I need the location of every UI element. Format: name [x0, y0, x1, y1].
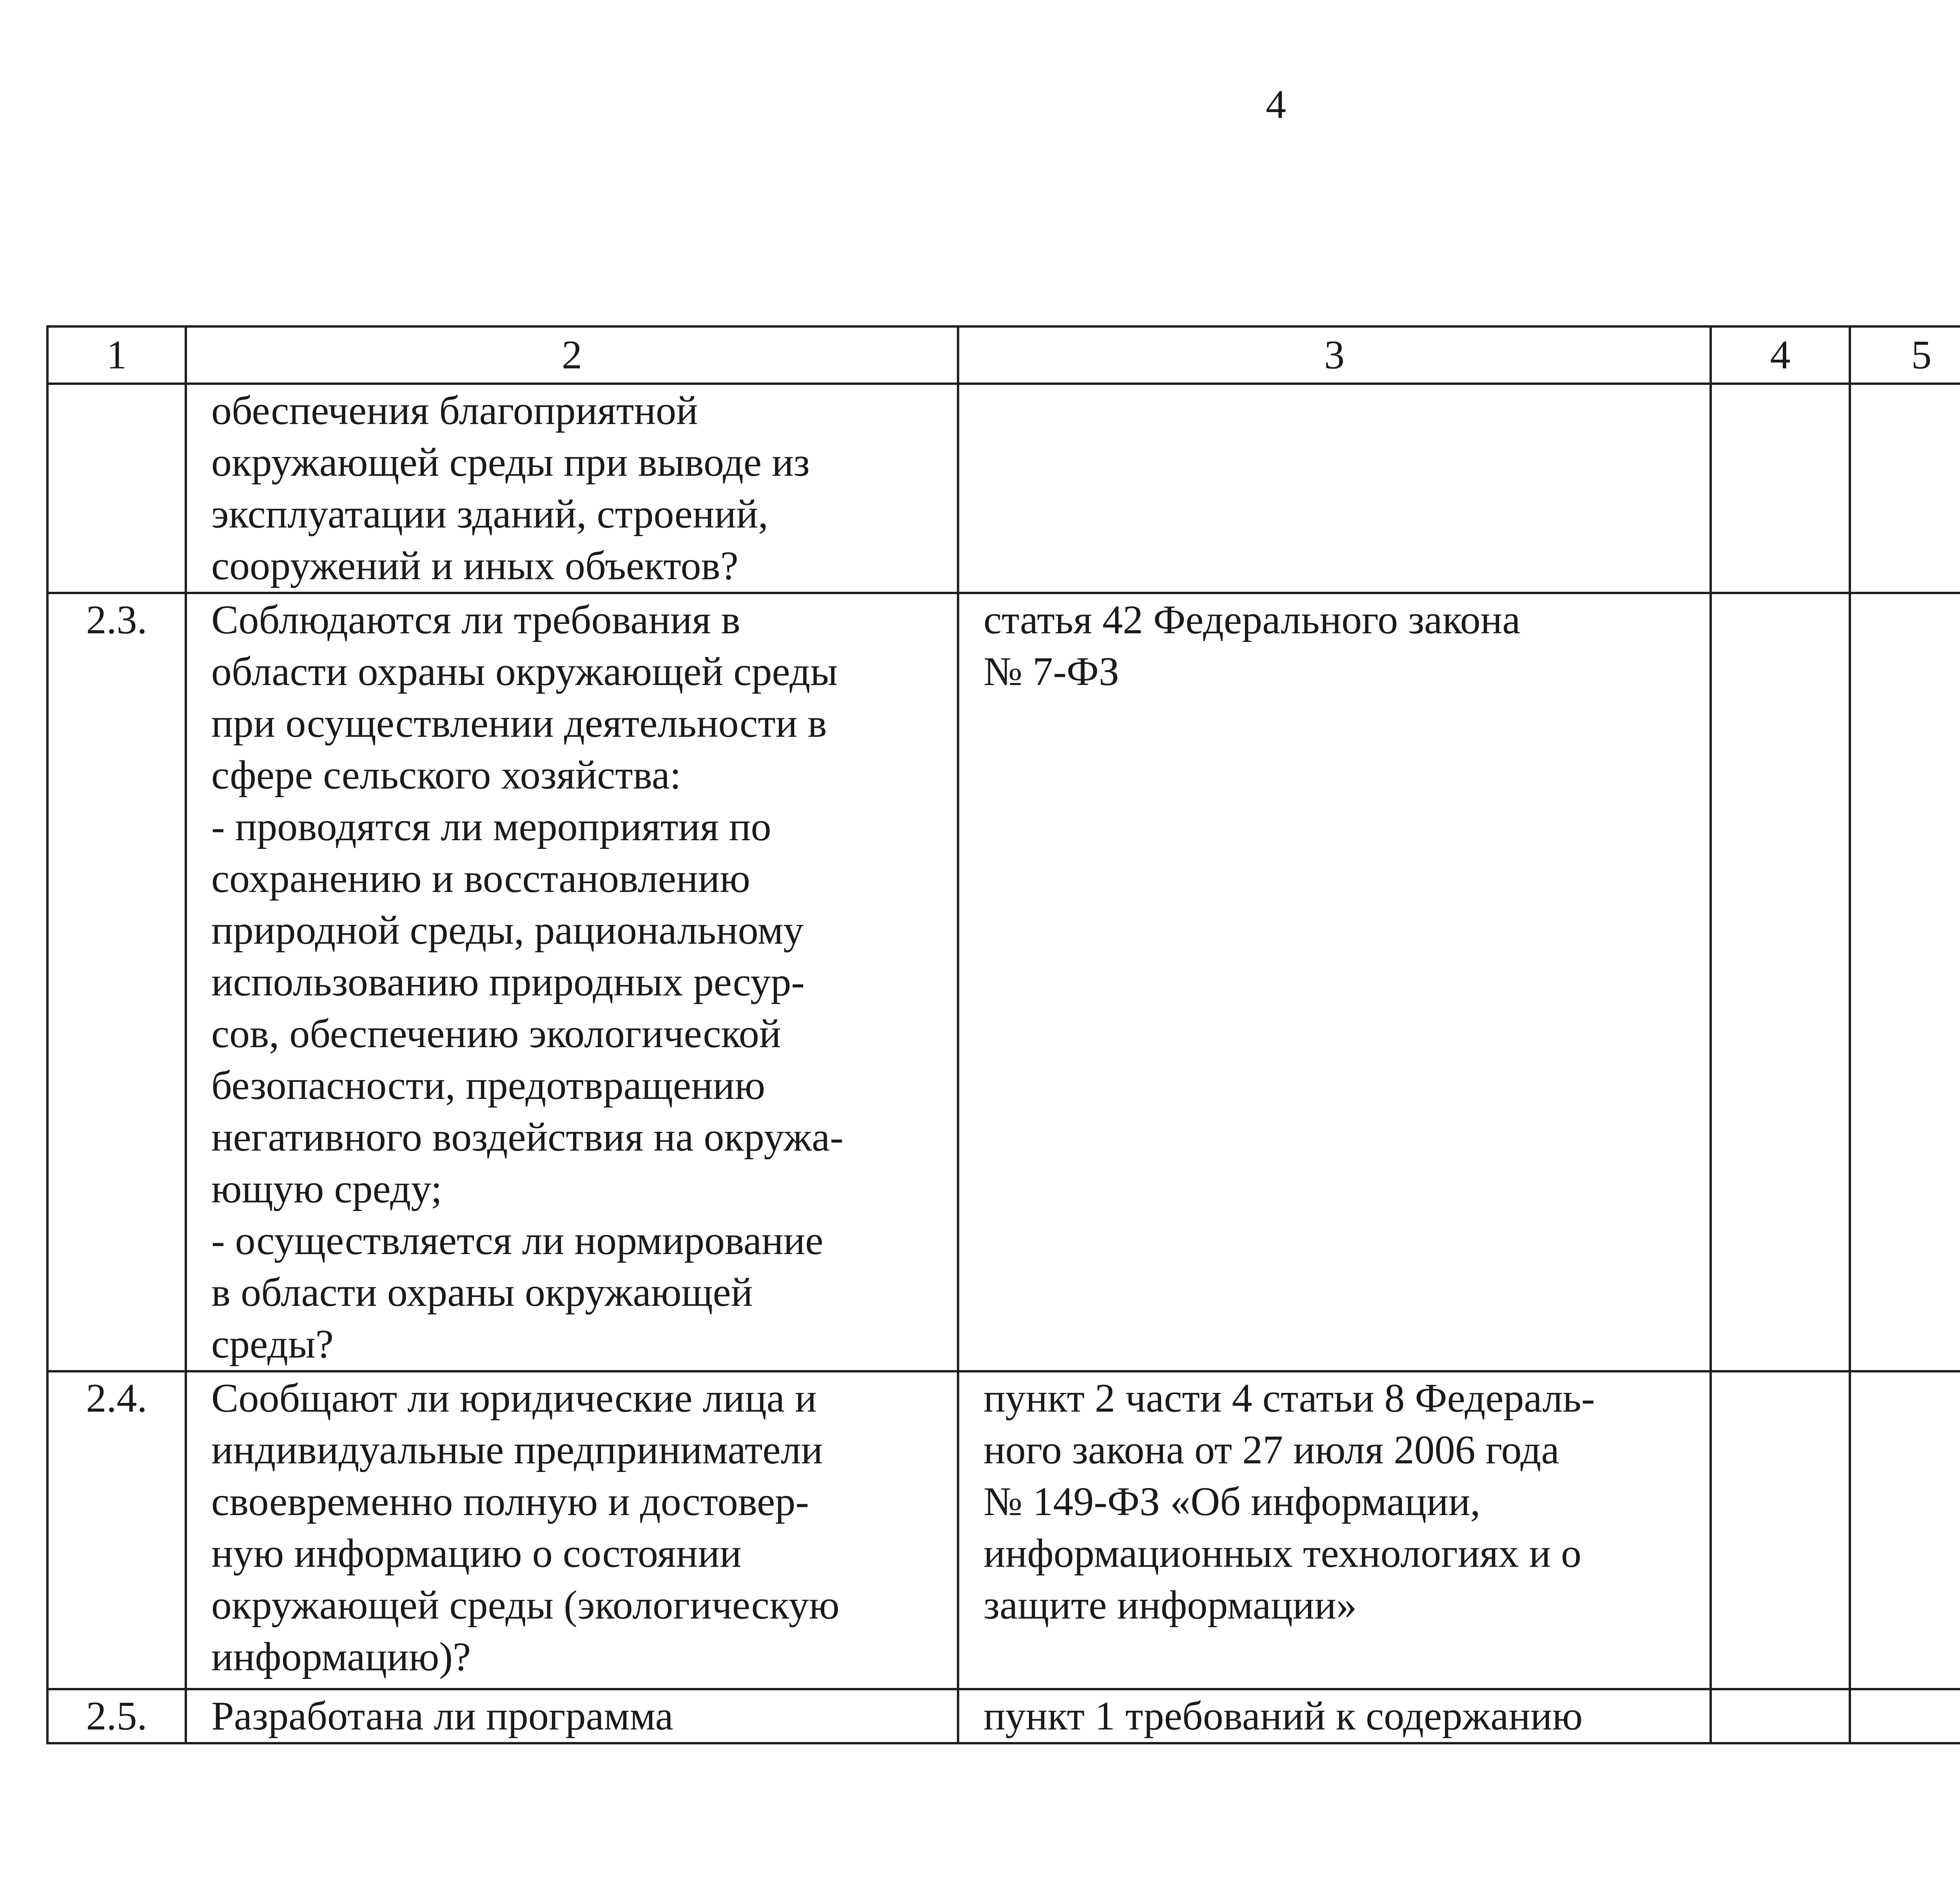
page-number: 4 — [1266, 82, 1286, 127]
question-line: при осуществлении деятельности в — [211, 701, 827, 746]
table-row — [47, 1689, 1960, 1743]
question-line: безопасности, предотвращению — [211, 1063, 765, 1108]
row-number: 2.5. — [47, 1689, 186, 1743]
column-header: 2 — [186, 326, 958, 384]
question-line: природной среды, рациональному — [211, 908, 804, 953]
basis-cell — [958, 593, 1711, 1371]
basis-line: пункт 1 требований к содержанию — [984, 1693, 1583, 1738]
row-number: 2.3. — [47, 593, 186, 1371]
empty-cell — [1850, 1689, 1960, 1743]
table-row — [47, 1371, 1960, 1689]
question-line: ную информацию о состоянии — [211, 1531, 742, 1576]
question-line: ющую среду; — [211, 1166, 442, 1211]
question-line: Сообщают ли юридические лица и — [211, 1376, 817, 1421]
basis-line: № 7-ФЗ — [984, 649, 1120, 694]
question-line: Разработана ли программа — [211, 1693, 673, 1738]
row-number: 2.4. — [47, 1371, 186, 1689]
question-line: негативного воздействия на окружа- — [211, 1115, 844, 1160]
question-line: сохранению и восстановлению — [211, 856, 750, 901]
basis-line: ного закона от 27 июля 2006 года — [984, 1427, 1559, 1472]
question-line: индивидуальные предприниматели — [211, 1427, 823, 1472]
empty-cell — [1711, 1371, 1850, 1689]
basis-line: защите информации» — [984, 1583, 1357, 1628]
empty-cell — [1711, 1689, 1850, 1743]
empty-cell — [1711, 593, 1850, 1371]
basis-line: информационных технологиях и о — [984, 1531, 1582, 1576]
question-cell — [186, 1689, 958, 1743]
column-header: 5 — [1850, 326, 1960, 384]
basis-line: № 149-ФЗ «Об информации, — [984, 1479, 1481, 1524]
basis-cell — [958, 384, 1711, 593]
question-line: окружающей среды (экологическую — [211, 1583, 840, 1628]
question-line: использованию природных ресур- — [211, 959, 805, 1004]
question-line: сов, обеспечению экологической — [211, 1011, 781, 1056]
question-line: среды? — [211, 1321, 334, 1367]
basis-line: статья 42 Федерального закона — [984, 597, 1521, 642]
empty-cell — [1850, 593, 1960, 1371]
question-cell — [186, 384, 958, 593]
question-line: своевременно полную и достовер- — [211, 1479, 809, 1524]
question-line: - проводятся ли мероприятия по — [211, 804, 771, 849]
question-cell — [186, 1371, 958, 1689]
empty-cell — [1850, 384, 1960, 593]
column-header: 1 — [47, 326, 186, 384]
question-line: эксплуатации зданий, строений, — [211, 491, 768, 537]
basis-line: пункт 2 части 4 статьи 8 Федераль- — [984, 1376, 1595, 1421]
question-line: обеспечения благоприятной — [211, 388, 698, 433]
empty-cell — [1850, 1371, 1960, 1689]
table-row — [47, 593, 1960, 1371]
basis-cell — [958, 1371, 1711, 1689]
empty-cell — [1711, 384, 1850, 593]
question-line: сфере сельского хозяйства: — [211, 752, 681, 798]
column-header: 4 — [1711, 326, 1850, 384]
question-cell — [186, 593, 958, 1371]
question-line: информацию)? — [211, 1634, 471, 1679]
question-line: - осуществляется ли нормирование — [211, 1218, 824, 1263]
question-line: Соблюдаются ли требования в — [211, 597, 740, 642]
question-line: в области охраны окружающей — [211, 1270, 753, 1315]
table-row — [47, 384, 1960, 593]
basis-cell — [958, 1689, 1711, 1743]
question-line: окружающей среды при выводе из — [211, 440, 810, 485]
checklist-table — [46, 325, 1960, 1744]
column-header: 3 — [958, 326, 1711, 384]
row-number — [47, 384, 186, 593]
question-line: сооружений и иных объектов? — [211, 543, 739, 588]
header-row — [47, 326, 1960, 384]
question-line: области охраны окружающей среды — [211, 649, 838, 694]
